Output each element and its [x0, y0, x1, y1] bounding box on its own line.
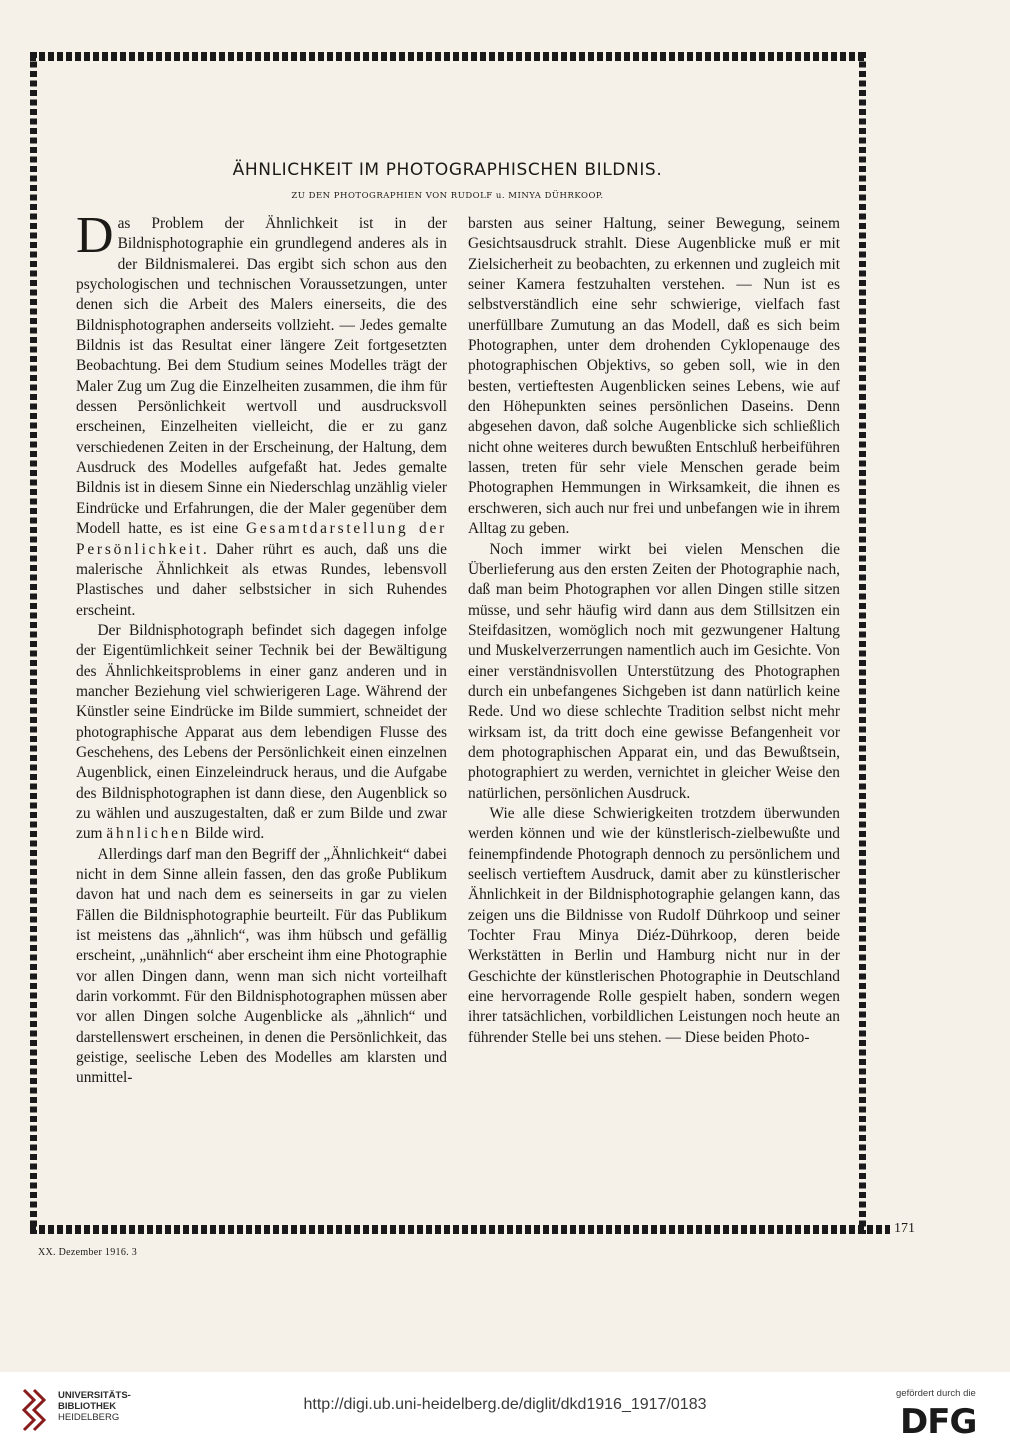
frame-border-top — [30, 52, 866, 61]
frame-border-bottom — [30, 1225, 890, 1234]
text-column-left — [76, 207, 447, 1089]
institution-line: UNIVERSITÄTS- — [58, 1390, 131, 1401]
dfg-logo: DFG — [900, 1402, 977, 1442]
text-column-right — [468, 214, 840, 1048]
drop-cap: D — [76, 207, 114, 264]
text-run: as Problem der Ähnlichkeit ist in der Bildnisphotographie ein grundlegend anderes als in der Bildnismalerei. Das ergibt sich schon aus den psychologischen und technischen Voraussetzungen, unter denen sich die Arbeit des Malers einerseits, die des Bildnisphotographen anderseits vollzieht. — Jedes gemalte Bildnis ist das Resultat einer längere Zeit fortgesetzten Beobachtung. Bei dem Studium seines Modelles trägt der Maler Zug um Zug die Einzelheiten zusammen, die ihm für dessen Persönlichkeit wertvoll und ausdrucksvoll erscheinen, Einzelheiten vielleicht, die er zu ganz verschiedenen Zeiten in der Erscheinung, der Haltung, dem Ausdruck des Modelles aufgefaßt hat. Jedes gemalte Bildnis ist in diesem Sinne ein Niederschlag unzählig vieler Eindrücke und Erfahrungen, die der Maler gegenüber dem Modell hatte, es ist eine — [76, 215, 447, 538]
paragraph — [76, 621, 447, 845]
institution-line: BIBLIOTHEK — [58, 1401, 117, 1412]
frame-border-left — [30, 52, 37, 1234]
frame-border-right — [859, 52, 866, 1234]
paragraph: Allerdings darf man den Begriff der „Ähnlichkeit“ dabei nicht in dem Sinne allein fassen, den das große Publikum davon hat und nach dem es seinerseits in gar zu vielen Fällen die Bildnisphotographie beurteilt. Für das Publikum ist meistens das „ähnlich“, was ihm hübsch und gefällig erscheint, „unähnlich“ aber erscheint ihm eine Photographie vor allen Dingen dann, wenn man sich nicht vorteilhaft darin vorkommt. Für den Bildnisphotographen müssen aber vor allen Dingen solche Augenblicke als „ähnlich“ und darstellenswert erscheinen, in denen die Persönlichkeit, das geistige, seelische Leben des Modelles am klarsten und unmittel- — [76, 845, 447, 1087]
institution-line: HEIDELBERG — [58, 1412, 120, 1423]
page-number: 171 — [894, 1221, 915, 1236]
article-title: ÄHNLICHKEIT IM PHOTOGRAPHISCHEN BILDNIS. — [232, 160, 663, 180]
emphasis-spaced: ähnlichen — [106, 825, 192, 843]
text-run: . Daher rührt es auch, daß uns die malerische Ähnlichkeit als etwas Rundes, lebensvoll Plastisches und daher selbstsicher in sich Ruhendes erscheint. — [76, 540, 447, 619]
text-run: Bilde wird. — [191, 825, 265, 843]
issue-signature: XX. Dezember 1916. 3 — [38, 1247, 138, 1258]
funded-by-label: gefördert durch die — [896, 1388, 976, 1399]
paragraph: Noch immer wirkt bei vielen Menschen die Überlieferung aus den ersten Zeiten der Photographie nach, daß man beim Photographen vor allen Dingen stille sitzen müsse, und sehr häufig wird dann aus dem Stillsitzen ein Steifdasitzen, womöglich noch mit gezwungener Haltung und Muskelverzerrungen namentlich auch im Gesichte. Von einer verständnisvollen Unterstützung des Photographen durch ein unbefangenes Sichgeben ist dann natürlich keine Rede. Und wo diese schlechte Tradition selbst nicht mehr wirksam ist, da tritt doch eine gewisse Befangenheit vor dem photographischen Apparat ein, und das Bewußtsein, photographiert zu werden, vernichtet in gleicher Weise den natürlichen, persönlichen Ausdruck. — [468, 540, 840, 802]
paragraph — [76, 207, 447, 621]
footer-bar — [0, 1372, 1010, 1451]
permalink-url[interactable]: http://digi.ub.uni-heidelberg.de/diglit/dkd1916_1917/0183 — [303, 1396, 707, 1413]
text-run: Der Bildnisphotograph befindet sich dagegen infolge der Eigentümlichkeit seiner Technik bei der Bewältigung des Ähnlichkeitsproblems in einer ganz anderen und in mancher Beziehung viel schwierigeren Lage. Während der Künstler seine Eindrücke im Bilde summiert, schneidet der photographische Apparat aus dem lebendigen Flusse des Geschehens, des Lebens der Persönlichkeit einen einzelnen Augenblick, einen Einzeleindruck heraus, und die Aufgabe des Bildnisphotographen ist dann diese, den Augenblick so zu wählen und auszugestalten, daß er zum Bilde und zwar zum — [76, 621, 447, 843]
paragraph: Wie alle diese Schwierigkeiten trotzdem überwunden werden können und wie der künstlerisch-zielbewußte und feinempfindende Photograph dennoch zu persönlichem und seelisch vertieftem Ausdruck, damit aber zu künstlerischer Ähnlichkeit in der Bildnisphotographie gelangen kann, das zeigen uns die Bildnisse von Rudolf Dührkoop und seiner Tochter Frau Minya Diéz-Dührkoop, deren beide Werkstätten in Berlin und Hamburg nicht nur in der Geschichte der künstlerischen Photographie in Deutschland eine hervorragende Rolle gespielt haben, sondern wegen ihrer tatsächlichen, vorbildlichen Leistungen noch heute an führender Stelle bei uns stehen. — Diese beiden Photo- — [468, 804, 840, 1046]
paragraph: barsten aus seiner Haltung, seiner Bewegung, seinem Gesichtsausdruck strahlt. Diese Augenblicke muß er mit Zielsicherheit zu beobachten, zu erkennen und zugleich mit seiner Kamera festzuhalten verstehen. — Nun ist es selbstverständlich eine sehr schwierige, vielfach fast unerfüllbare Zumutung an das Modell, daß es sich beim Photographen, unter dem drohenden Cyklopenauge des photographischen Objektivs, so geben soll, wie in den besten, vertieftesten Augenblicken seines Lebens, wie auf den Höhepunkten seines persönlichen Daseins. Denn abgesehen davon, daß solche Augenblicke sich schließlich nicht ohne weiteres durch bewußten Entschluß herbeiführen lassen, treten für sehr viele Menschen gerade beim Photographen Hemmungen in Wirksamkeit, die ihnen es erschweren, sich auch nur frei und unbefangen wie in ihrem Alltag zu geben. — [468, 215, 840, 538]
article-subtitle: ZU DEN PHOTOGRAPHIEN VON RUDOLF u. MINYA DÜHRKOOP. — [291, 191, 604, 201]
emphasis-spaced: Gesamtdarstellung der Persönlichkeit — [76, 520, 447, 558]
